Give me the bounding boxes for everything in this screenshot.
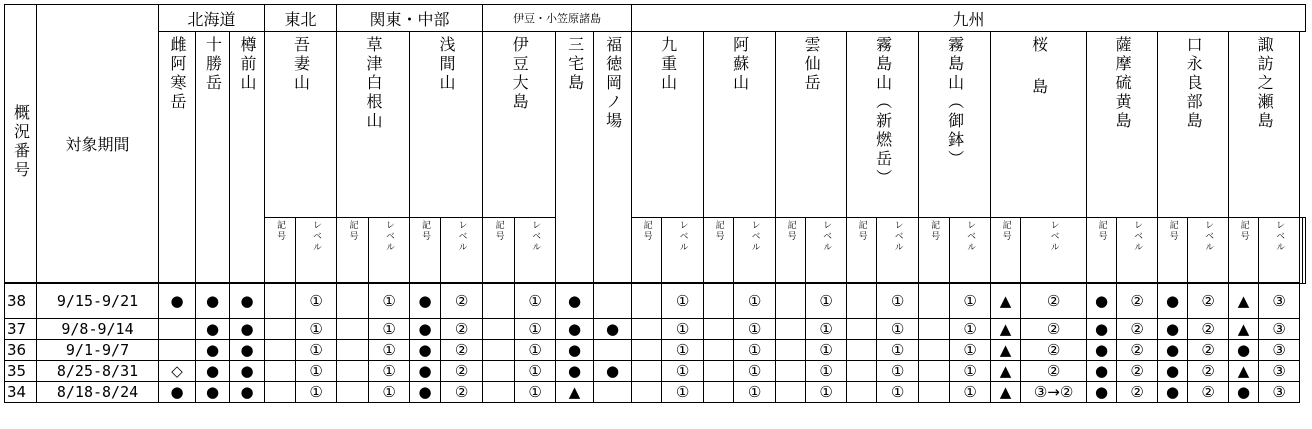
kusatsu-symbol-cell xyxy=(337,319,369,340)
level-header: レベル xyxy=(1021,218,1087,284)
volcano-tarumae: 樽前山 xyxy=(230,32,265,284)
suwanose-level-cell: ③ xyxy=(1259,361,1300,382)
volcano-activity-table xyxy=(4,4,1306,403)
tokachi-cell: ● xyxy=(196,340,230,361)
izuoshima-level-cell: ① xyxy=(515,361,556,382)
suwanose-level-cell: ③ xyxy=(1259,319,1300,340)
miyake-cell: ● xyxy=(556,319,594,340)
sakura-level-cell: ② xyxy=(1021,361,1087,382)
kigo-header: 記号 xyxy=(919,218,950,284)
volcano-kuchinoerabujima: 口永良部島 xyxy=(1158,32,1229,218)
row-number: 34 xyxy=(5,382,37,403)
kuchinoerabu-symbol-cell: ● xyxy=(1158,361,1188,382)
kuchinoerabu-symbol-cell: ● xyxy=(1158,340,1188,361)
asama-symbol-cell: ● xyxy=(410,319,441,340)
kusatsu-level-cell: ① xyxy=(369,283,410,319)
azuma-level-cell: ① xyxy=(296,361,337,382)
kigo-header: 記号 xyxy=(483,218,515,284)
sakura-level-cell: ② xyxy=(1021,340,1087,361)
table-row xyxy=(5,283,1306,319)
asama-level-cell: ② xyxy=(441,340,483,361)
satsuma-symbol-cell: ● xyxy=(1087,361,1117,382)
azuma-level-cell: ① xyxy=(296,319,337,340)
ohachi-level-cell: ① xyxy=(950,319,991,340)
asama-level-cell: ② xyxy=(441,361,483,382)
gaikyo-bango-header: 概況番号 xyxy=(5,5,37,284)
satsuma-level-cell: ② xyxy=(1117,283,1158,319)
ohachi-symbol-cell xyxy=(919,340,950,361)
aso-level-cell: ① xyxy=(734,319,776,340)
meakan-cell: ● xyxy=(159,283,196,319)
izuoshima-symbol-cell xyxy=(483,340,515,361)
unzen-symbol-cell xyxy=(776,340,806,361)
shinmoe-level-cell: ① xyxy=(877,361,919,382)
suwanose-symbol-cell: ● xyxy=(1229,340,1259,361)
kigo-header: 記号 xyxy=(1229,218,1259,284)
unzen-level-cell: ① xyxy=(806,361,847,382)
meakan-cell: ◇ xyxy=(159,361,196,382)
kuju-symbol-cell xyxy=(632,361,662,382)
sakura-level-cell: ② xyxy=(1021,319,1087,340)
kigo-header: 記号 xyxy=(704,218,734,284)
tokachi-cell: ● xyxy=(196,382,230,403)
satsuma-symbol-cell: ● xyxy=(1087,283,1117,319)
sakura-symbol-cell: ▲ xyxy=(991,283,1021,319)
ohachi-symbol-cell xyxy=(919,361,950,382)
kigo-header: 記号 xyxy=(1087,218,1117,284)
unzen-level-cell: ① xyxy=(806,382,847,403)
group-kyushu: 九州 xyxy=(632,5,1306,32)
satsuma-level-cell: ② xyxy=(1117,340,1158,361)
izuoshima-level-cell: ① xyxy=(515,319,556,340)
kuju-level-cell: ① xyxy=(662,319,704,340)
ohachi-symbol-cell xyxy=(919,382,950,403)
azuma-symbol-cell xyxy=(265,283,296,319)
tokachi-cell: ● xyxy=(196,361,230,382)
unzen-symbol-cell xyxy=(776,361,806,382)
ohachi-level-cell: ① xyxy=(950,283,991,319)
tokachi-cell: ● xyxy=(196,283,230,319)
fukutoku-cell xyxy=(594,340,632,361)
level-header: レベル xyxy=(734,218,776,284)
tokachi-cell: ● xyxy=(196,319,230,340)
aso-symbol-cell xyxy=(704,382,734,403)
kuchinoerabu-level-cell: ② xyxy=(1188,340,1229,361)
kuju-level-cell: ① xyxy=(662,361,704,382)
row-period: 9/15-9/21 xyxy=(37,283,159,319)
sakura-symbol-cell: ▲ xyxy=(991,382,1021,403)
satsuma-level-cell: ② xyxy=(1117,382,1158,403)
row-period: 8/25-8/31 xyxy=(37,361,159,382)
miyake-cell: ● xyxy=(556,340,594,361)
suwanose-level-cell: ③ xyxy=(1259,283,1300,319)
volcano-izu-oshima: 伊豆大島 xyxy=(483,32,556,218)
row-number: 37 xyxy=(5,319,37,340)
sakura-symbol-cell: ▲ xyxy=(991,340,1021,361)
izuoshima-symbol-cell xyxy=(483,361,515,382)
unzen-symbol-cell xyxy=(776,283,806,319)
volcano-kuju: 九重山 xyxy=(632,32,704,218)
level-header: レベル xyxy=(441,218,483,284)
group-tohoku: 東北 xyxy=(265,5,337,32)
group-kanto-chubu: 関東・中部 xyxy=(337,5,483,32)
kuchinoerabu-level-cell: ② xyxy=(1188,361,1229,382)
azuma-symbol-cell xyxy=(265,361,296,382)
tarumae-cell: ● xyxy=(230,340,265,361)
sakura-level-cell: ③→② xyxy=(1021,382,1087,403)
shinmoe-symbol-cell xyxy=(847,361,877,382)
izuoshima-level-cell: ① xyxy=(515,382,556,403)
suwanose-symbol-cell: ● xyxy=(1229,382,1259,403)
izuoshima-symbol-cell xyxy=(483,283,515,319)
level-header: レベル xyxy=(950,218,991,284)
kuju-level-cell: ① xyxy=(662,340,704,361)
volcano-azuma: 吾妻山 xyxy=(265,32,337,218)
suwanose-level-cell: ③ xyxy=(1259,382,1300,403)
kusatsu-level-cell: ① xyxy=(369,319,410,340)
aso-symbol-cell xyxy=(704,361,734,382)
tarumae-cell: ● xyxy=(230,319,265,340)
azuma-level-cell: ① xyxy=(296,283,337,319)
kuju-symbol-cell xyxy=(632,382,662,403)
asama-symbol-cell: ● xyxy=(410,283,441,319)
aso-symbol-cell xyxy=(704,319,734,340)
asama-level-cell: ② xyxy=(441,283,483,319)
row-number: 38 xyxy=(5,283,37,319)
kuju-level-cell: ① xyxy=(662,382,704,403)
unzen-level-cell: ① xyxy=(806,340,847,361)
volcano-miyakejima: 三宅島 xyxy=(556,32,594,284)
suwanose-symbol-cell: ▲ xyxy=(1229,283,1259,319)
volcano-aso: 阿蘇山 xyxy=(704,32,776,218)
miyake-cell: ● xyxy=(556,361,594,382)
kigo-header: 記号 xyxy=(1158,218,1188,284)
kusatsu-symbol-cell xyxy=(337,382,369,403)
row-number: 36 xyxy=(5,340,37,361)
azuma-symbol-cell xyxy=(265,382,296,403)
asama-level-cell: ② xyxy=(441,382,483,403)
satsuma-symbol-cell: ● xyxy=(1087,340,1117,361)
fukutoku-cell: ● xyxy=(594,319,632,340)
ohachi-symbol-cell xyxy=(919,283,950,319)
izuoshima-symbol-cell xyxy=(483,319,515,340)
suwanose-level-cell: ③ xyxy=(1259,340,1300,361)
meakan-cell xyxy=(159,319,196,340)
level-header: レベル xyxy=(1117,218,1158,284)
kusatsu-level-cell: ① xyxy=(369,340,410,361)
kigo-header: 記号 xyxy=(847,218,877,284)
volcano-meakan: 雌阿寒岳 xyxy=(159,32,196,284)
miyake-cell: ● xyxy=(556,283,594,319)
kusatsu-symbol-cell xyxy=(337,340,369,361)
volcano-unzen: 雲仙岳 xyxy=(776,32,847,218)
ohachi-level-cell: ① xyxy=(950,340,991,361)
ohachi-level-cell: ① xyxy=(950,361,991,382)
volcano-kusatsu-shirane: 草津白根山 xyxy=(337,32,410,218)
izuoshima-level-cell: ① xyxy=(515,283,556,319)
kuju-level-cell: ① xyxy=(662,283,704,319)
volcano-sakurajima: 桜島 xyxy=(991,32,1087,218)
meakan-cell: ● xyxy=(159,382,196,403)
suwanose-symbol-cell: ▲ xyxy=(1229,319,1259,340)
satsuma-symbol-cell: ● xyxy=(1087,382,1117,403)
row-period: 9/8-9/14 xyxy=(37,319,159,340)
unzen-level-cell: ① xyxy=(806,283,847,319)
izuoshima-level-cell: ① xyxy=(515,340,556,361)
shinmoe-level-cell: ① xyxy=(877,283,919,319)
kigo-header: 記号 xyxy=(410,218,441,284)
sakura-symbol-cell: ▲ xyxy=(991,361,1021,382)
group-izu-ogasawara: 伊豆・小笠原諸島 xyxy=(483,5,632,32)
fukutoku-cell: ● xyxy=(594,361,632,382)
shinmoe-level-cell: ① xyxy=(877,382,919,403)
level-header: レベル xyxy=(296,218,337,284)
kuchinoerabu-level-cell: ② xyxy=(1188,319,1229,340)
level-header: レベル xyxy=(806,218,847,284)
aso-level-cell: ① xyxy=(734,382,776,403)
asama-symbol-cell: ● xyxy=(410,361,441,382)
azuma-level-cell: ① xyxy=(296,340,337,361)
volcano-satsuma-iojima: 薩摩硫黄島 xyxy=(1087,32,1158,218)
shinmoe-level-cell: ① xyxy=(877,340,919,361)
taisho-kikan-header: 対象期間 xyxy=(37,5,159,284)
kigo-header: 記号 xyxy=(265,218,296,284)
kuju-symbol-cell xyxy=(632,283,662,319)
suwanose-symbol-cell: ▲ xyxy=(1229,361,1259,382)
unzen-symbol-cell xyxy=(776,319,806,340)
kusatsu-symbol-cell xyxy=(337,361,369,382)
izuoshima-symbol-cell xyxy=(483,382,515,403)
volcano-fukutoku-okanoba: 福徳岡ノ場 xyxy=(594,32,632,284)
kigo-header: 記号 xyxy=(337,218,369,284)
azuma-level-cell: ① xyxy=(296,382,337,403)
table-row xyxy=(5,382,1306,403)
ohachi-level-cell: ① xyxy=(950,382,991,403)
kigo-header: 記号 xyxy=(991,218,1021,284)
sakura-symbol-cell: ▲ xyxy=(991,319,1021,340)
level-header: レベル xyxy=(369,218,410,284)
azuma-symbol-cell xyxy=(265,340,296,361)
level-header: レベル xyxy=(662,218,704,284)
kuju-symbol-cell xyxy=(632,340,662,361)
aso-level-cell: ① xyxy=(734,361,776,382)
asama-symbol-cell: ● xyxy=(410,382,441,403)
kuchinoerabu-level-cell: ② xyxy=(1188,382,1229,403)
sakura-level-cell: ② xyxy=(1021,283,1087,319)
kusatsu-level-cell: ① xyxy=(369,382,410,403)
level-header: レベル xyxy=(1259,218,1300,284)
kuchinoerabu-symbol-cell: ● xyxy=(1158,319,1188,340)
group-hokkaido: 北海道 xyxy=(159,5,265,32)
aso-symbol-cell xyxy=(704,340,734,361)
aso-level-cell: ① xyxy=(734,283,776,319)
kusatsu-symbol-cell xyxy=(337,283,369,319)
kigo-header: 記号 xyxy=(632,218,662,284)
level-header: レベル xyxy=(877,218,919,284)
table-row xyxy=(5,340,1306,361)
shinmoe-level-cell: ① xyxy=(877,319,919,340)
ohachi-symbol-cell xyxy=(919,319,950,340)
tarumae-cell: ● xyxy=(230,361,265,382)
shinmoe-symbol-cell xyxy=(847,319,877,340)
satsuma-level-cell: ② xyxy=(1117,361,1158,382)
kuchinoerabu-symbol-cell: ● xyxy=(1158,283,1188,319)
shinmoe-symbol-cell xyxy=(847,382,877,403)
shinmoe-symbol-cell xyxy=(847,283,877,319)
row-period: 8/18-8/24 xyxy=(37,382,159,403)
shinmoe-symbol-cell xyxy=(847,340,877,361)
fukutoku-cell xyxy=(594,283,632,319)
satsuma-level-cell: ② xyxy=(1117,319,1158,340)
satsuma-symbol-cell: ● xyxy=(1087,319,1117,340)
row-number: 35 xyxy=(5,361,37,382)
kuju-symbol-cell xyxy=(632,319,662,340)
kusatsu-level-cell: ① xyxy=(369,361,410,382)
aso-level-cell: ① xyxy=(734,340,776,361)
fukutoku-cell xyxy=(594,382,632,403)
unzen-symbol-cell xyxy=(776,382,806,403)
kigo-header: 記号 xyxy=(1300,218,1303,284)
table-row xyxy=(5,319,1306,340)
asama-symbol-cell: ● xyxy=(410,340,441,361)
level-header: レベル xyxy=(1188,218,1229,284)
row-period: 9/1-9/7 xyxy=(37,340,159,361)
volcano-kirishima-ohachi: 霧島山（御鉢） xyxy=(919,32,991,218)
kuchinoerabu-level-cell: ② xyxy=(1188,283,1229,319)
unzen-level-cell: ① xyxy=(806,319,847,340)
tarumae-cell: ● xyxy=(230,382,265,403)
tarumae-cell: ● xyxy=(230,283,265,319)
miyake-cell: ▲ xyxy=(556,382,594,403)
table-row xyxy=(5,361,1306,382)
aso-symbol-cell xyxy=(704,283,734,319)
volcano-asama: 浅間山 xyxy=(410,32,483,218)
volcano-suwanosejima: 諏訪之瀬島 xyxy=(1229,32,1300,218)
kigo-header: 記号 xyxy=(776,218,806,284)
kuchinoerabu-symbol-cell: ● xyxy=(1158,382,1188,403)
level-header: レベル xyxy=(1303,218,1306,284)
meakan-cell xyxy=(159,340,196,361)
azuma-symbol-cell xyxy=(265,319,296,340)
level-header: レベル xyxy=(515,218,556,284)
asama-level-cell: ② xyxy=(441,319,483,340)
volcano-tokachi: 十勝岳 xyxy=(196,32,230,284)
volcano-kirishima-shinmoedake: 霧島山（新燃岳） xyxy=(847,32,919,218)
